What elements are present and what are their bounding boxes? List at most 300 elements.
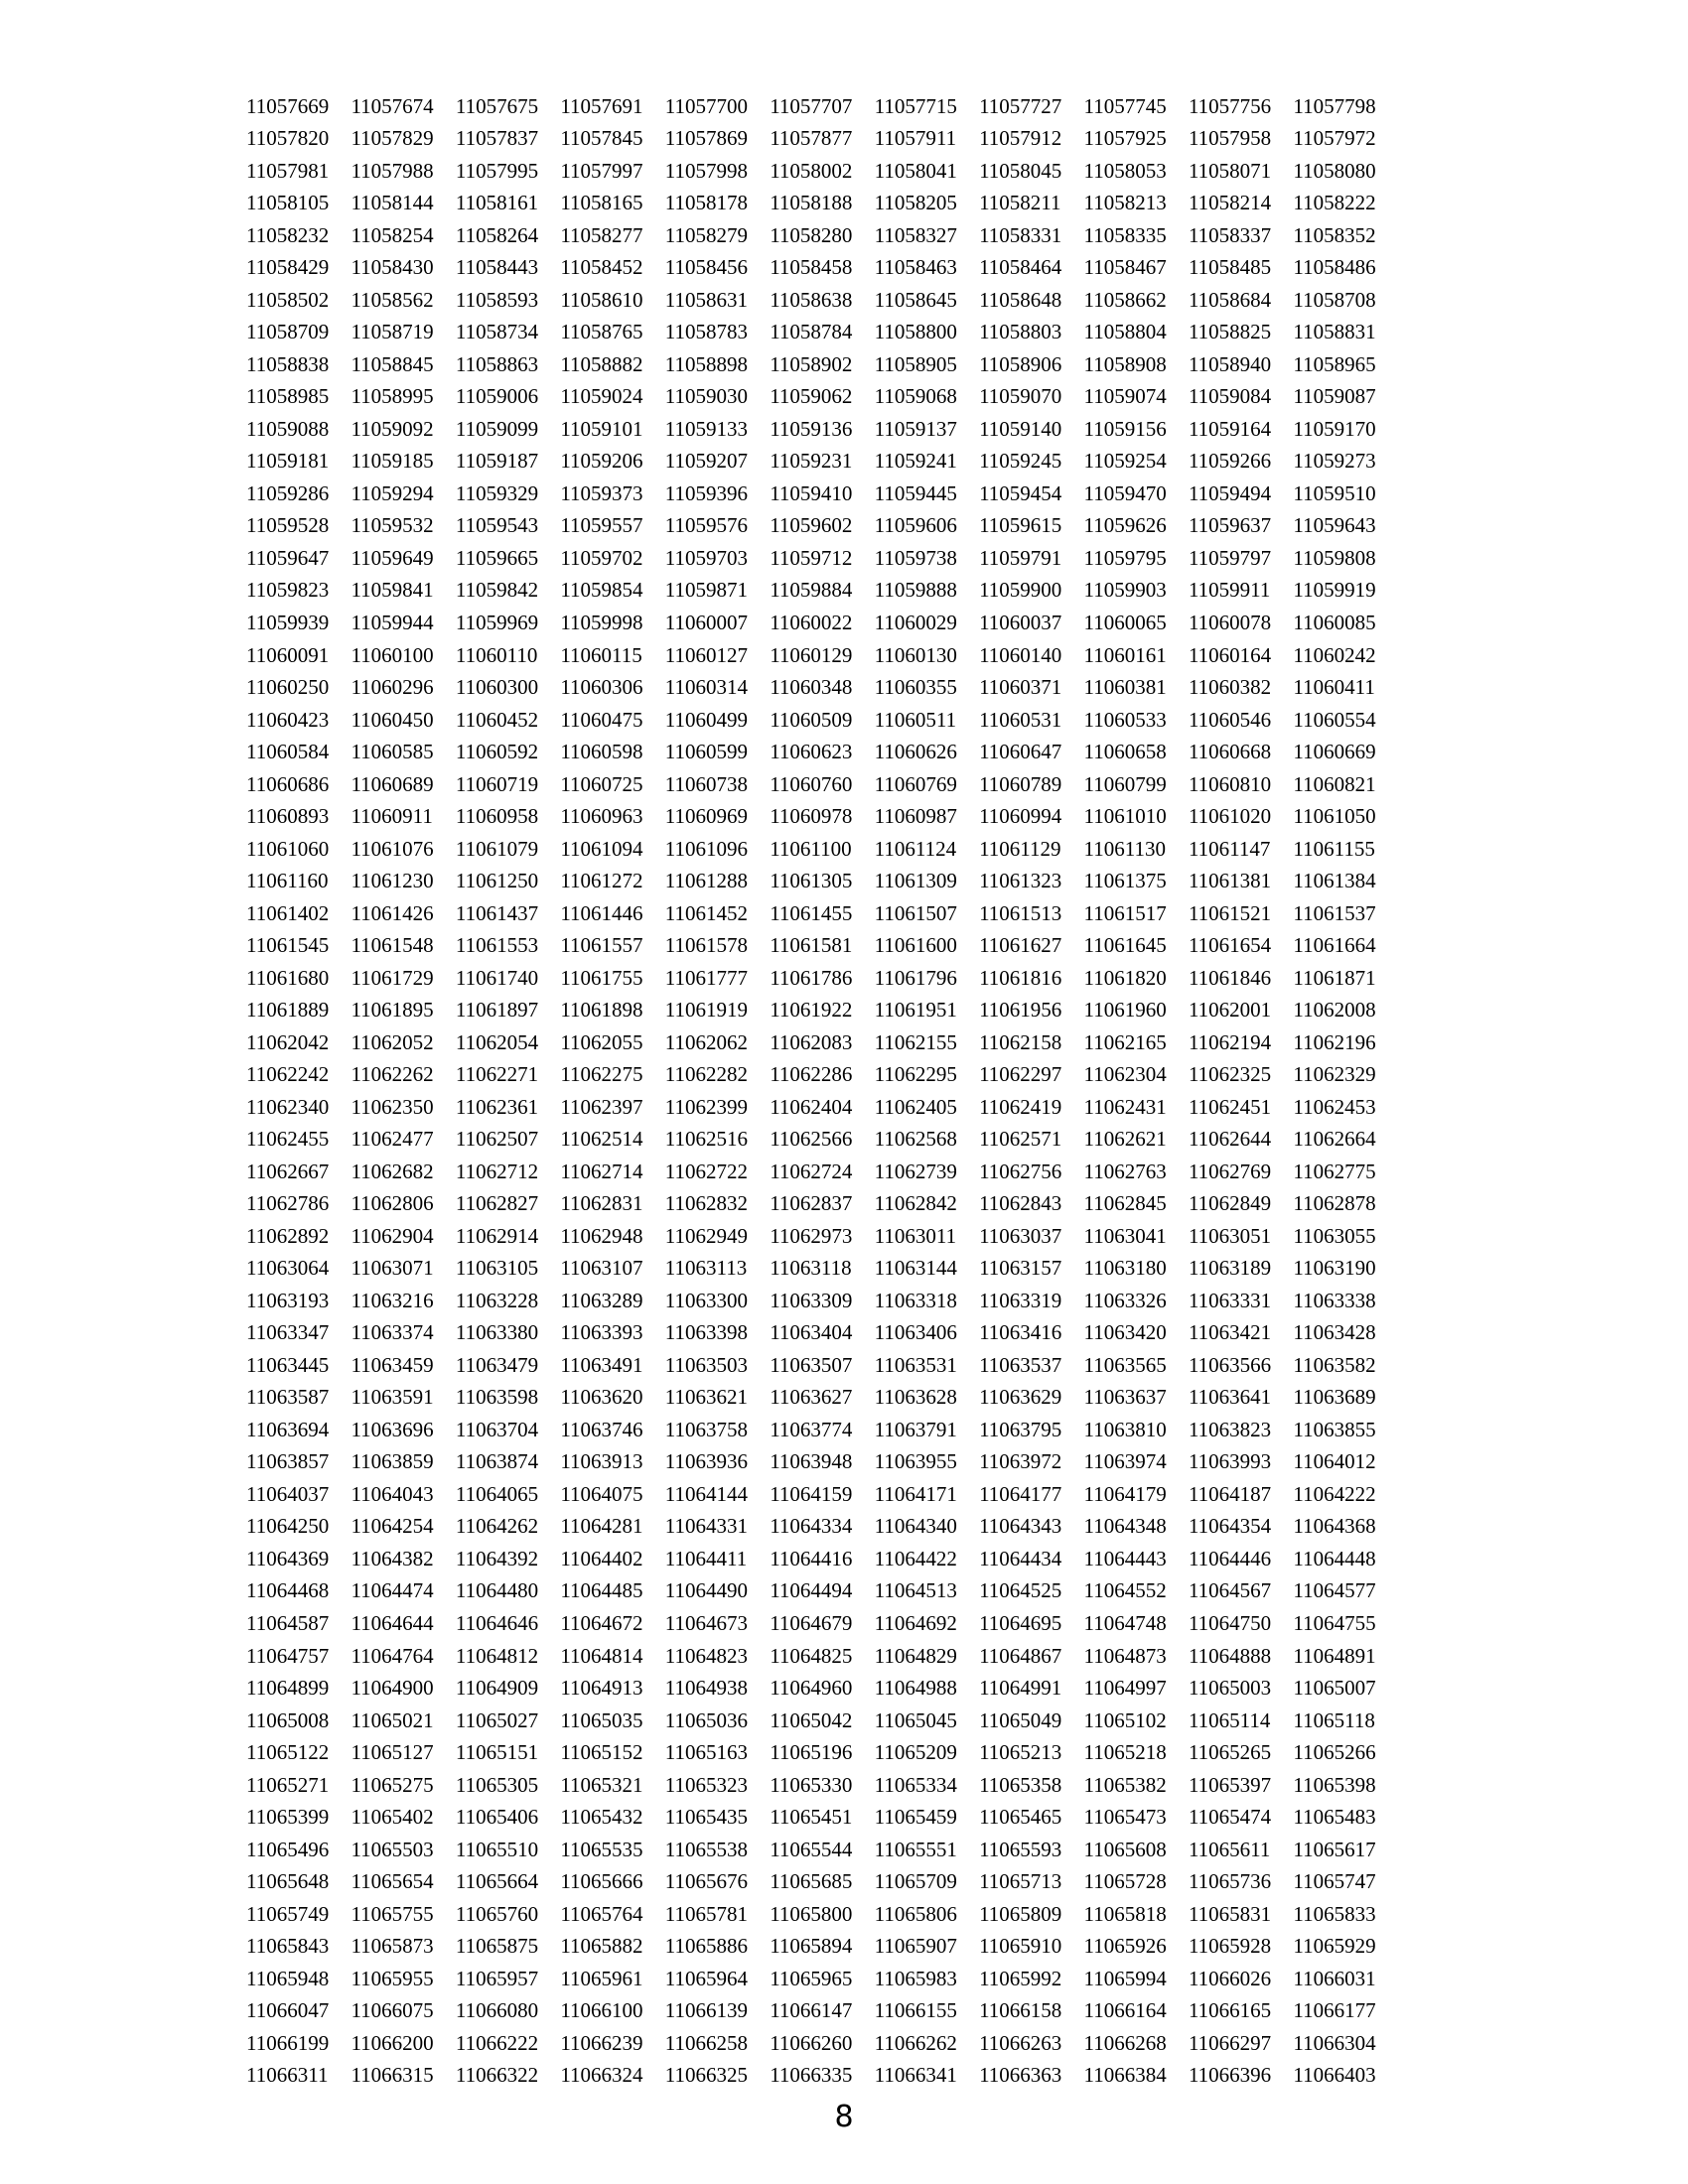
number-cell: 11061096 xyxy=(664,836,748,861)
number-cell: 11058838 xyxy=(246,351,330,376)
number-cell: 11058485 xyxy=(1188,255,1272,280)
number-cell: 11063190 xyxy=(1293,1256,1376,1281)
number-cell: 11062453 xyxy=(1293,1094,1376,1119)
number-cell: 11058463 xyxy=(874,255,957,280)
number-cell: 11061816 xyxy=(979,965,1062,990)
number-cell: 11061305 xyxy=(770,869,853,893)
number-cell: 11063627 xyxy=(770,1385,853,1410)
number-cell: 11065685 xyxy=(770,1869,853,1894)
number-cell: 11058995 xyxy=(351,384,434,409)
number-row xyxy=(246,1607,1398,1640)
number-cell: 11060626 xyxy=(874,740,957,764)
number-cell: 11065406 xyxy=(455,1805,539,1830)
number-cell: 11064991 xyxy=(979,1676,1062,1701)
number-cell: 11060296 xyxy=(351,675,434,700)
number-cell: 11065948 xyxy=(246,1966,330,1990)
number-cell: 11066384 xyxy=(1083,2063,1167,2088)
number-cell: 11058803 xyxy=(979,320,1062,344)
number-cell: 11063041 xyxy=(1083,1223,1167,1248)
number-cell: 11061846 xyxy=(1188,965,1272,990)
number-cell: 11063416 xyxy=(979,1320,1062,1345)
number-cell: 11063105 xyxy=(455,1256,539,1281)
number-cell: 11063289 xyxy=(560,1288,643,1312)
number-cell: 11066031 xyxy=(1293,1966,1376,1990)
number-cell: 11065749 xyxy=(246,1901,330,1926)
number-cell: 11065399 xyxy=(246,1805,330,1830)
number-cell: 11065648 xyxy=(246,1869,330,1894)
number-cell: 11060130 xyxy=(874,642,957,667)
number-cell: 11060592 xyxy=(455,740,539,764)
number-cell: 11062155 xyxy=(874,1029,957,1054)
number-cell: 11058331 xyxy=(979,222,1062,247)
number-cell: 11064679 xyxy=(770,1610,853,1635)
number-cell: 11066047 xyxy=(246,1998,330,2023)
number-cell: 11065806 xyxy=(874,1901,957,1926)
number-cell: 11061786 xyxy=(770,965,853,990)
number-cell: 11066177 xyxy=(1293,1998,1376,2023)
number-cell: 11063859 xyxy=(351,1449,434,1474)
number-cell: 11063823 xyxy=(1188,1417,1272,1441)
number-cell: 11063503 xyxy=(664,1352,748,1377)
number-cell: 11058610 xyxy=(560,287,643,312)
number-cell: 11064392 xyxy=(455,1546,539,1570)
number-cell: 11060085 xyxy=(1293,611,1376,634)
number-cell: 11064587 xyxy=(246,1610,330,1635)
number-cell: 11061010 xyxy=(1083,804,1167,829)
number-cell: 11060658 xyxy=(1083,740,1167,764)
number-cell: 11065152 xyxy=(560,1740,643,1765)
number-cell: 11062831 xyxy=(560,1191,643,1216)
number-cell: 11065818 xyxy=(1083,1901,1167,1926)
number-cell: 11066304 xyxy=(1293,2030,1376,2055)
number-cell: 11058071 xyxy=(1188,158,1272,183)
number-cell: 11059884 xyxy=(770,578,853,603)
number-cell: 11064755 xyxy=(1293,1610,1376,1635)
number-cell: 11065432 xyxy=(560,1805,643,1830)
number-cell: 11058825 xyxy=(1188,320,1272,344)
number-cell: 11064348 xyxy=(1083,1514,1167,1539)
number-cell: 11063051 xyxy=(1188,1223,1272,1248)
number-cell: 11062949 xyxy=(664,1223,748,1248)
number-cell: 11064446 xyxy=(1188,1546,1272,1570)
number-cell: 11060994 xyxy=(979,804,1062,829)
number-cell: 11059939 xyxy=(246,611,330,634)
number-cell: 11061230 xyxy=(351,869,434,893)
number-cell: 11061452 xyxy=(664,900,748,925)
number-cell: 11063393 xyxy=(560,1320,643,1345)
number-cell: 11058430 xyxy=(351,255,434,280)
number-cell: 11061919 xyxy=(664,998,748,1023)
number-cell: 11062664 xyxy=(1293,1127,1376,1152)
number-cell: 11059099 xyxy=(455,416,539,441)
number-cell: 11065965 xyxy=(770,1966,853,1990)
number-cell: 11059712 xyxy=(770,545,853,570)
number-cell: 11061381 xyxy=(1188,869,1272,893)
number-cell: 11059528 xyxy=(246,513,330,538)
number-cell: 11058188 xyxy=(770,191,853,215)
number-cell: 11064485 xyxy=(560,1578,643,1603)
number-cell: 11065728 xyxy=(1083,1869,1167,1894)
number-cell: 11063420 xyxy=(1083,1320,1167,1345)
number-cell: 11060078 xyxy=(1188,611,1272,634)
number-cell: 11064814 xyxy=(560,1643,643,1668)
number-cell: 11066139 xyxy=(664,1998,748,2023)
number-cell: 11066311 xyxy=(246,2063,329,2088)
number-cell: 11060719 xyxy=(455,771,539,796)
number-cell: 11059206 xyxy=(560,449,643,474)
number-cell: 11065676 xyxy=(664,1869,748,1894)
number-cell: 11063507 xyxy=(770,1352,853,1377)
number-cell: 11062948 xyxy=(560,1223,643,1248)
number-cell: 11064331 xyxy=(664,1514,748,1539)
number-cell: 11058452 xyxy=(560,255,643,280)
number-cell: 11062722 xyxy=(664,1159,748,1183)
number-cell: 11060969 xyxy=(664,804,748,829)
number-cell: 11059649 xyxy=(351,545,434,570)
number-cell: 11064065 xyxy=(455,1481,539,1506)
number-cell: 11065003 xyxy=(1188,1676,1272,1701)
number-cell: 11065122 xyxy=(246,1740,330,1765)
number-cell: 11058940 xyxy=(1188,351,1272,376)
number-cell: 11066315 xyxy=(351,2063,434,2088)
number-cell: 11059900 xyxy=(979,578,1062,603)
number-cell: 11057707 xyxy=(770,93,853,118)
number-cell: 11064748 xyxy=(1083,1610,1167,1635)
number-cell: 11059074 xyxy=(1083,384,1167,409)
number-cell: 11062714 xyxy=(560,1159,643,1183)
number-cell: 11064411 xyxy=(664,1546,748,1570)
number-cell: 11059181 xyxy=(246,449,330,474)
number-cell: 11064888 xyxy=(1188,1643,1272,1668)
number-cell: 11062325 xyxy=(1188,1062,1272,1087)
number-row xyxy=(246,1769,1398,1802)
number-row xyxy=(246,1640,1398,1673)
number-cell: 11065544 xyxy=(770,1837,853,1861)
number-cell: 11063694 xyxy=(246,1417,330,1441)
number-cell: 11062275 xyxy=(560,1062,643,1087)
number-cell: 11065218 xyxy=(1083,1740,1167,1765)
number-cell: 11061124 xyxy=(874,836,957,861)
number-cell: 11064177 xyxy=(979,1481,1062,1506)
number-cell: 11058337 xyxy=(1188,222,1272,247)
number-cell: 11059245 xyxy=(979,449,1062,474)
number-cell: 11064867 xyxy=(979,1643,1062,1668)
number-cell: 11059030 xyxy=(664,384,748,409)
number-row xyxy=(246,704,1398,737)
number-cell: 11058882 xyxy=(560,351,643,376)
number-cell: 11065760 xyxy=(455,1901,539,1926)
number-cell: 11064757 xyxy=(246,1643,330,1668)
number-cell: 11064646 xyxy=(455,1610,539,1635)
number-cell: 11059373 xyxy=(560,480,643,505)
number-cell: 11061050 xyxy=(1293,804,1376,829)
number-cell: 11066165 xyxy=(1188,1998,1272,2023)
number-cell: 11063037 xyxy=(979,1223,1062,1248)
number-row xyxy=(246,542,1398,575)
number-cell: 11064037 xyxy=(246,1481,330,1506)
number-cell: 11062340 xyxy=(246,1094,330,1119)
number-cell: 11065266 xyxy=(1293,1740,1376,1765)
number-cell: 11059944 xyxy=(351,611,434,634)
number-cell: 11063591 xyxy=(351,1385,434,1410)
number-cell: 11062878 xyxy=(1293,1191,1376,1216)
number-cell: 11060799 xyxy=(1083,771,1167,796)
number-cell: 11063774 xyxy=(770,1417,853,1441)
number-cell: 11064644 xyxy=(351,1610,434,1635)
number-cell: 11063696 xyxy=(351,1417,434,1441)
number-cell: 11060029 xyxy=(874,611,957,634)
number-cell: 11065402 xyxy=(351,1805,434,1830)
number-cell: 11059532 xyxy=(351,513,434,538)
number-cell: 11058045 xyxy=(979,158,1062,183)
number-row xyxy=(246,1026,1398,1059)
number-cell: 11058486 xyxy=(1293,255,1376,280)
number-cell: 11060475 xyxy=(560,707,643,732)
number-cell: 11062282 xyxy=(664,1062,748,1087)
number-cell: 11062786 xyxy=(246,1191,330,1216)
number-cell: 11062837 xyxy=(770,1191,853,1216)
number-cell: 11061740 xyxy=(455,965,539,990)
number-cell: 11058631 xyxy=(664,287,748,312)
number-cell: 11063398 xyxy=(664,1320,748,1345)
number-cell: 11058985 xyxy=(246,384,330,409)
number-cell: 11061094 xyxy=(560,836,643,861)
number-cell: 11064254 xyxy=(351,1514,434,1539)
number-cell: 11062566 xyxy=(770,1127,853,1152)
number-cell: 11065713 xyxy=(979,1869,1062,1894)
number-cell: 11063948 xyxy=(770,1449,853,1474)
number-cell: 11059969 xyxy=(455,611,539,634)
number-row xyxy=(246,962,1398,995)
number-cell: 11065305 xyxy=(455,1772,539,1797)
number-cell: 11060382 xyxy=(1188,675,1272,700)
number-cell: 11065027 xyxy=(455,1707,539,1732)
number-cell: 11063479 xyxy=(455,1352,539,1377)
number-cell: 11065163 xyxy=(664,1740,748,1765)
number-cell: 11065875 xyxy=(455,1934,539,1959)
number-row xyxy=(246,1091,1398,1124)
number-cell: 11066297 xyxy=(1188,2030,1272,2055)
number-cell: 11060584 xyxy=(246,740,330,764)
number-cell: 11063338 xyxy=(1293,1288,1376,1312)
number-cell: 11066100 xyxy=(560,1998,643,2023)
number-cell: 11066222 xyxy=(455,2030,539,2055)
number-cell: 11065358 xyxy=(979,1772,1062,1797)
number-cell: 11061323 xyxy=(979,869,1062,893)
number-cell: 11061600 xyxy=(874,933,957,958)
number-cell: 11063071 xyxy=(351,1256,434,1281)
number-cell: 11066268 xyxy=(1083,2030,1167,2055)
number-cell: 11058456 xyxy=(664,255,748,280)
number-cell: 11064899 xyxy=(246,1676,330,1701)
number-cell: 11057972 xyxy=(1293,126,1376,151)
number-cell: 11063445 xyxy=(246,1352,330,1377)
number-cell: 11059136 xyxy=(770,416,853,441)
number-row xyxy=(246,1317,1398,1350)
number-row xyxy=(246,800,1398,833)
number-cell: 11058254 xyxy=(351,222,434,247)
number-cell: 11064525 xyxy=(979,1578,1062,1603)
number-cell: 11064075 xyxy=(560,1481,643,1506)
number-cell: 11064434 xyxy=(979,1546,1062,1570)
number-cell: 11064250 xyxy=(246,1514,330,1539)
number-cell: 11065894 xyxy=(770,1934,853,1959)
number-cell: 11057958 xyxy=(1188,126,1272,151)
number-cell: 11064144 xyxy=(664,1481,748,1506)
number-cell: 11064873 xyxy=(1083,1643,1167,1668)
number-cell: 11062832 xyxy=(664,1191,748,1216)
number-row xyxy=(246,1478,1398,1511)
number-cell: 11058232 xyxy=(246,222,330,247)
number-cell: 11066258 xyxy=(664,2030,748,2055)
number-cell: 11065800 xyxy=(770,1901,853,1926)
number-cell: 11059133 xyxy=(664,416,748,441)
number-cell: 11060348 xyxy=(770,675,853,700)
number-cell: 11058105 xyxy=(246,191,330,215)
number-cell: 11065397 xyxy=(1188,1772,1272,1797)
number-cell: 11057911 xyxy=(874,126,957,151)
number-cell: 11061100 xyxy=(770,836,852,861)
number-cell: 11058464 xyxy=(979,255,1062,280)
number-cell: 11066075 xyxy=(351,1998,434,2023)
number-cell: 11058279 xyxy=(664,222,748,247)
number-cell: 11062399 xyxy=(664,1094,748,1119)
number-row xyxy=(246,994,1398,1026)
number-row xyxy=(246,478,1398,510)
number-cell: 11058467 xyxy=(1083,255,1167,280)
number-cell: 11062763 xyxy=(1083,1159,1167,1183)
number-cell: 11059576 xyxy=(664,513,748,538)
number-cell: 11059068 xyxy=(874,384,957,409)
number-cell: 11065042 xyxy=(770,1707,853,1732)
number-cell: 11058165 xyxy=(560,191,643,215)
number-cell: 11059626 xyxy=(1083,513,1167,538)
number-cell: 11064179 xyxy=(1083,1481,1167,1506)
number-cell: 11059070 xyxy=(979,384,1062,409)
number-cell: 11059185 xyxy=(351,449,434,474)
number-cell: 11065910 xyxy=(979,1934,1062,1959)
number-cell: 11062806 xyxy=(351,1191,434,1216)
number-cell: 11063319 xyxy=(979,1288,1062,1312)
number-cell: 11063936 xyxy=(664,1449,748,1474)
number-cell: 11058002 xyxy=(770,158,853,183)
number-row xyxy=(246,1382,1398,1415)
number-cell: 11063428 xyxy=(1293,1320,1376,1345)
number-cell: 11061654 xyxy=(1188,933,1272,958)
number-cell: 11063621 xyxy=(664,1385,748,1410)
number-cell: 11063582 xyxy=(1293,1352,1376,1377)
number-row xyxy=(246,1963,1398,1995)
number-cell: 11060242 xyxy=(1293,642,1376,667)
number-cell: 11060647 xyxy=(979,740,1062,764)
number-cell: 11057700 xyxy=(664,93,748,118)
number-cell: 11065538 xyxy=(664,1837,748,1861)
number-cell: 11060511 xyxy=(874,707,957,732)
number-cell: 11066341 xyxy=(874,2063,957,2088)
number-cell: 11063993 xyxy=(1188,1449,1272,1474)
number-cell: 11063857 xyxy=(246,1449,330,1474)
number-cell: 11060499 xyxy=(664,707,748,732)
number-cell: 11060585 xyxy=(351,740,434,764)
number-cell: 11058080 xyxy=(1293,158,1376,183)
number-row xyxy=(246,768,1398,801)
number-cell: 11060022 xyxy=(770,611,853,634)
number-cell: 11058458 xyxy=(770,255,853,280)
number-cell: 11062083 xyxy=(770,1029,853,1054)
number-cell: 11063795 xyxy=(979,1417,1062,1441)
number-cell: 11064340 xyxy=(874,1514,957,1539)
number-cell: 11062052 xyxy=(351,1029,434,1054)
number-cell: 11065118 xyxy=(1293,1707,1375,1732)
number-cell: 11060598 xyxy=(560,740,643,764)
page-number: 8 xyxy=(834,2100,854,2134)
number-cell: 11061889 xyxy=(246,998,330,1023)
number-cell: 11058765 xyxy=(560,320,643,344)
number-cell: 11063704 xyxy=(455,1417,539,1441)
number-cell: 11063326 xyxy=(1083,1288,1167,1312)
number-cell: 11059207 xyxy=(664,449,748,474)
number-cell: 11062361 xyxy=(455,1094,539,1119)
number-cell: 11058662 xyxy=(1083,287,1167,312)
number-cell: 11065483 xyxy=(1293,1805,1376,1830)
number-cell: 11063537 xyxy=(979,1352,1062,1377)
number-cell: 11062451 xyxy=(1188,1094,1272,1119)
number-cell: 11062843 xyxy=(979,1191,1062,1216)
number-cell: 11066239 xyxy=(560,2030,643,2055)
number-cell: 11057756 xyxy=(1188,93,1272,118)
number-row xyxy=(246,1349,1398,1382)
number-cell: 11059823 xyxy=(246,578,330,603)
number-cell: 11059919 xyxy=(1293,578,1376,603)
number-cell: 11058205 xyxy=(874,191,957,215)
number-row xyxy=(246,1220,1398,1253)
number-cell: 11064171 xyxy=(874,1481,957,1506)
number-cell: 11062571 xyxy=(979,1127,1062,1152)
number-row xyxy=(246,671,1398,704)
number-cell: 11062775 xyxy=(1293,1159,1376,1183)
number-cell: 11057745 xyxy=(1083,93,1167,118)
number-cell: 11062667 xyxy=(246,1159,330,1183)
number-cell: 11063758 xyxy=(664,1417,748,1441)
number-cell: 11063955 xyxy=(874,1449,957,1474)
number-cell: 11060725 xyxy=(560,771,643,796)
number-cell: 11062769 xyxy=(1188,1159,1272,1183)
number-cell: 11062397 xyxy=(560,1094,643,1119)
number-cell: 11062008 xyxy=(1293,998,1376,1023)
number-row xyxy=(246,607,1398,639)
number-cell: 11061897 xyxy=(455,998,539,1023)
number-cell: 11062892 xyxy=(246,1223,330,1248)
number-cell: 11063300 xyxy=(664,1288,748,1312)
number-cell: 11062404 xyxy=(770,1094,853,1119)
number-cell: 11060306 xyxy=(560,675,643,700)
number-cell: 11058053 xyxy=(1083,158,1167,183)
number-cell: 11058638 xyxy=(770,287,853,312)
number-cell: 11062973 xyxy=(770,1223,853,1248)
number-cell: 11063810 xyxy=(1083,1417,1167,1441)
number-cell: 11059854 xyxy=(560,578,643,603)
number-cell: 11060161 xyxy=(1083,642,1167,667)
number-cell: 11065049 xyxy=(979,1707,1062,1732)
number-cell: 11065465 xyxy=(979,1805,1062,1830)
number-cell: 11060911 xyxy=(351,804,433,829)
number-cell: 11065961 xyxy=(560,1966,643,1990)
number-cell: 11065551 xyxy=(874,1837,957,1861)
number-cell: 11059510 xyxy=(1293,480,1376,505)
number-cell: 11065907 xyxy=(874,1934,957,1959)
number-cell: 11062712 xyxy=(455,1159,539,1183)
number-cell: 11064262 xyxy=(455,1514,539,1539)
